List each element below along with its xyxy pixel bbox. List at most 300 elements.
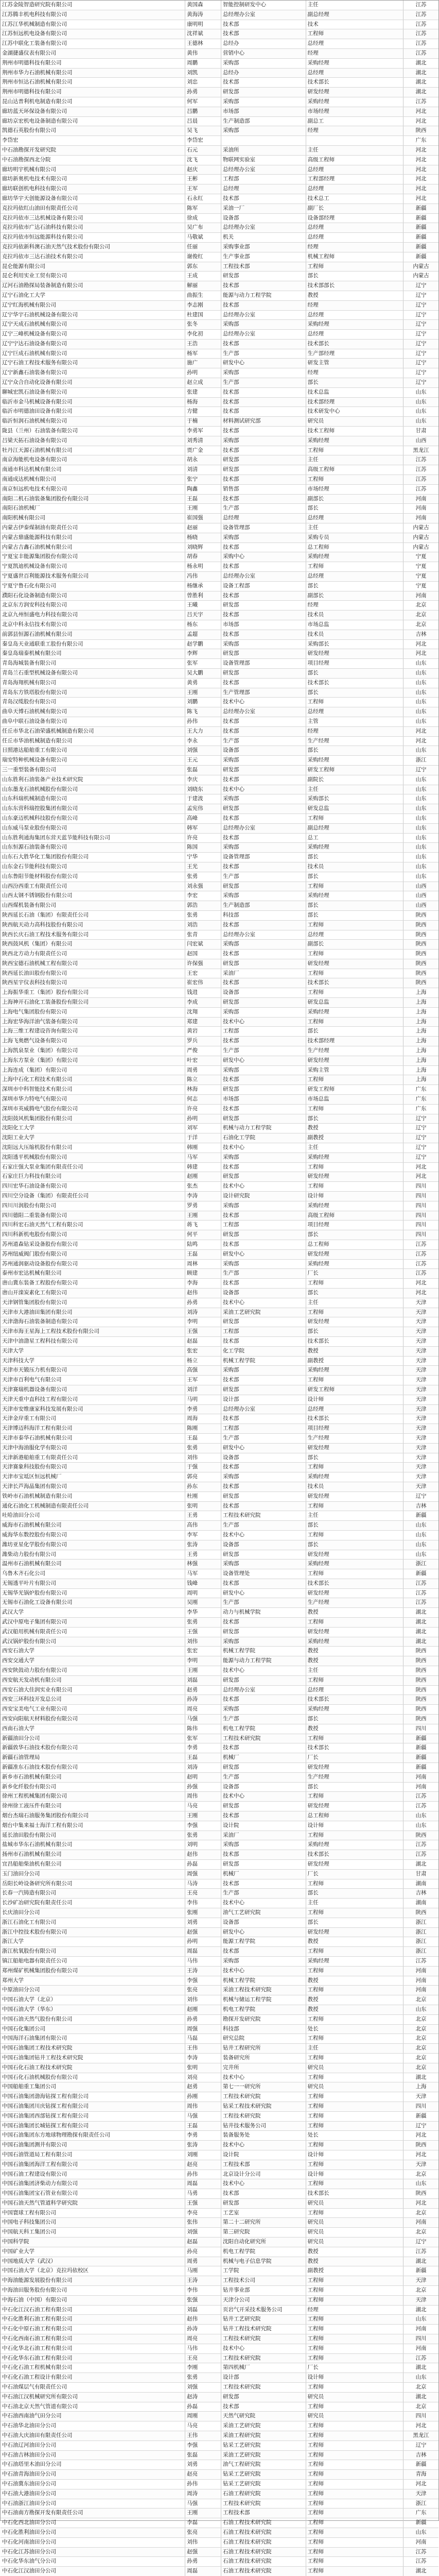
contact-name-cell: 王刚 [185, 2509, 221, 2518]
table-row [1, 1085, 438, 1095]
company-cell: 中石化胜利油田分公司 [1, 2528, 185, 2537]
contact-name-cell: 周涛 [185, 2489, 221, 2499]
department-cell: 设备部 [221, 746, 306, 755]
contact-name-cell: 刘鹏 [185, 698, 221, 707]
region-cell: 天津 [415, 1347, 427, 1354]
department-cell: 工程技术研究院 [221, 1734, 306, 1743]
region-cell: 上海 [415, 1047, 427, 1054]
table-row [1, 2489, 438, 2499]
company-cell: 廊坊蓝天环保设备有限公司 [1, 107, 185, 116]
table-row [1, 2189, 438, 2199]
contact-name-cell: 王磊 [185, 495, 221, 504]
department-cell: 机电工程学院 [221, 1724, 306, 1734]
department-cell: 工程技术研究院 [221, 2112, 306, 2121]
department-cell: 天然气研究院 [221, 2412, 306, 2421]
department-cell: 设计院 [221, 1821, 306, 1831]
contact-name-cell: 陈军 [185, 204, 221, 213]
job-title-cell: 采购部长 [306, 794, 404, 804]
table-row [1, 39, 438, 49]
region-cell: 辽宁 [415, 292, 427, 298]
table-row [1, 717, 438, 727]
contact-name-cell: 刘勇 [185, 1918, 221, 1927]
job-title-cell: 厂长 [306, 2363, 404, 2372]
job-title-cell: 经理 [306, 2306, 404, 2315]
contact-name-cell: 许亮 [185, 1105, 221, 1114]
company-cell: 中石化中原石油工程有限公司 [1, 2325, 185, 2334]
contact-name-cell: 刘晓东 [185, 785, 221, 794]
company-cell: 沈阳鼓风机集团股份有限公司 [1, 1114, 185, 1124]
department-cell: 采购部 [221, 320, 306, 329]
job-title-cell: 部长 [306, 272, 404, 281]
job-title-cell: 经理 [306, 368, 404, 378]
job-title-cell: 教授 [306, 1647, 404, 1656]
region-cell: 浙江 [415, 1938, 427, 1945]
region-cell: 河南 [415, 2219, 427, 2226]
company-cell: 武汉锅炉股份有限公司 [1, 1637, 185, 1647]
department-cell: 采购部 [221, 59, 306, 68]
region-cell: 山西 [415, 883, 427, 889]
department-cell: 石油工程技术研究院 [221, 2518, 306, 2528]
company-cell: 吐哈油田分公司 [1, 1511, 185, 1520]
region-cell: 陕西 [415, 1676, 427, 1683]
table-row [1, 1850, 438, 1860]
department-cell: 采购部 [221, 640, 306, 649]
department-cell: 第三研究院 [221, 2228, 306, 2237]
contact-name-cell: 赵明 [185, 1773, 221, 1782]
company-cell: 江苏腾丰机电科技有限公司 [1, 10, 185, 20]
contact-name-cell: 沈翔 [185, 1008, 221, 1017]
company-cell: 山东威马泵业股份有限公司 [1, 824, 185, 833]
region-cell: 河北 [415, 650, 427, 657]
company-cell: 沈阳远大压缩机股份有限公司 [1, 1143, 185, 1153]
contact-name-cell: 孙明 [185, 1114, 221, 1124]
table-row [1, 1018, 438, 1027]
department-cell: 第二十二研究所 [221, 2218, 306, 2227]
contact-name-cell: 高伟 [185, 1521, 221, 1530]
contact-name-cell: 刘涛 [185, 1763, 221, 1772]
contact-name-cell: 于强 [185, 1463, 221, 1472]
table-row [1, 1269, 438, 1279]
company-cell: 辽宁巨成石油机械有限公司 [1, 349, 185, 359]
company-cell: 徐州徐工液压件有限公司 [1, 1802, 185, 1811]
contact-name-cell: 石永红 [185, 194, 221, 204]
company-cell: 中石油青海油田分公司 [1, 2470, 185, 2479]
department-cell: 技术中心 [221, 2179, 306, 2189]
table-row [1, 1724, 438, 1734]
company-cell: 天津博迈科海洋工程有限公司 [1, 1424, 185, 1433]
contact-name-cell: 胡永 [185, 455, 221, 465]
region-cell: 山东 [415, 747, 427, 754]
job-title-cell: 工程师 [306, 2112, 404, 2121]
company-cell: 山东东营科瑞控股集团有限公司 [1, 804, 185, 814]
region-cell: 天津 [415, 1367, 427, 1374]
department-cell: 生产部 [221, 349, 306, 359]
region-cell: 江苏 [415, 1589, 427, 1596]
job-title-cell: 技术研发中心 [306, 407, 404, 416]
contact-name-cell: 张勇 [185, 1618, 221, 1627]
region-cell: 山东 [415, 418, 427, 425]
job-title-cell: 工程师 [306, 2441, 404, 2450]
company-cell: 内蒙古鼎盛能源科技有限公司 [1, 533, 185, 543]
region-cell: 辽宁 [415, 282, 427, 289]
department-cell: 机械厂 [221, 1870, 306, 1879]
contact-name-cell: 张伟 [185, 2218, 221, 2227]
contact-name-cell: 张强 [185, 2296, 221, 2305]
table-row [1, 2102, 438, 2112]
table-row [1, 2063, 438, 2073]
region-cell: 天津 [415, 1415, 427, 1422]
company-cell: 中石油江汉机械研究所有限公司 [1, 2393, 185, 2402]
region-cell: 陕西 [415, 911, 427, 918]
contact-name-cell: 王伟 [185, 2431, 221, 2441]
table-row [1, 2209, 438, 2218]
contact-name-cell: 李勇军 [185, 427, 221, 436]
company-cell: 克拉玛依新科澳石油天然气技术股份有限公司 [1, 243, 185, 252]
contact-name-cell: 赵强 [185, 2548, 221, 2557]
department-cell: 技术部 [221, 1075, 306, 1084]
table-row [1, 2228, 438, 2238]
table-row [1, 1763, 438, 1773]
job-title-cell: 研究员 [306, 2063, 404, 2073]
region-cell: 新疆 [415, 214, 427, 221]
company-cell: 中国石油大学（北京）克拉玛依校区 [1, 2266, 185, 2276]
region-cell: 河南 [415, 1977, 427, 1984]
region-cell: 陕西 [415, 1686, 427, 1693]
company-cell: 中国石油天然气股份有限公司 [1, 2015, 185, 2024]
table-row [1, 2247, 438, 2257]
job-title-cell: 厂长 [306, 1870, 404, 1879]
company-cell: 中石化华北石油工程有限公司 [1, 2344, 185, 2353]
region-cell: 河南 [415, 2345, 427, 2351]
contact-name-cell: 刘涛 [185, 1308, 221, 1317]
table-row [1, 1560, 438, 1569]
company-cell: 四川川润股份有限公司 [1, 1201, 185, 1211]
table-row [1, 69, 438, 78]
department-cell: 采油工程研究院 [221, 2431, 306, 2441]
company-cell: 陕西鼓风机（集团）有限公司 [1, 940, 185, 949]
job-title-cell: 研发总监 [306, 998, 404, 1007]
job-title-cell: 部长 [306, 901, 404, 910]
department-cell: 研发部 [221, 455, 306, 465]
job-title-cell: 采购主管 [306, 1066, 404, 1075]
region-cell: 江苏 [415, 40, 427, 47]
contact-name-cell: 周伟 [185, 1792, 221, 1801]
region-cell: 江苏 [415, 2354, 427, 2361]
contact-name-cell: 孙强 [185, 1783, 221, 1792]
region-cell: 新疆 [415, 2519, 427, 2526]
contact-name-cell: 马强 [185, 1715, 221, 1724]
job-title-cell: 副厂长 [306, 204, 404, 213]
department-cell: 石油化工学院 [221, 1133, 306, 1143]
table-row [1, 291, 438, 301]
region-cell: 江苏 [415, 2, 427, 8]
region-cell: 江苏 [415, 1957, 427, 1964]
job-title-cell: 工程师 [306, 2334, 404, 2344]
department-cell: 材料测试研究部 [221, 417, 306, 426]
region-cell: 江苏 [415, 456, 427, 463]
department-cell: 研发部 [221, 1763, 306, 1772]
company-cell: 天津中海油服化学有限公司 [1, 1444, 185, 1453]
company-cell: 中石化西北油田分公司 [1, 2518, 185, 2528]
department-cell: 钻井技术服务公司 [221, 2122, 306, 2131]
department-cell: 总经理办公室 [221, 824, 306, 833]
region-cell: 河北 [415, 2151, 427, 2158]
table-row [1, 775, 438, 785]
job-title-cell: 采购经理 [306, 436, 404, 446]
company-cell: 秦皇岛天业通联重工股份有限公司 [1, 640, 185, 649]
company-cell: 天津金岸重工有限公司 [1, 1414, 185, 1423]
region-cell: 内蒙古 [413, 534, 429, 540]
job-title-cell: 部长 [306, 1715, 404, 1724]
region-cell: 上海 [415, 1018, 427, 1025]
region-cell: 吉林 [415, 1890, 427, 1896]
table-row [1, 2179, 438, 2189]
contact-name-cell: 周强 [185, 1870, 221, 1879]
company-cell: 濮阳石化设备制造有限公司 [1, 591, 185, 601]
company-cell: 中石油冀东油田分公司 [1, 2480, 185, 2489]
region-cell: 陕西 [415, 951, 427, 957]
department-cell: 技术部 [221, 2189, 306, 2198]
department-cell: 设备管理部 [221, 853, 306, 862]
region-cell: 陕西 [415, 1716, 427, 1722]
region-cell: 辽宁 [415, 301, 427, 308]
job-title-cell: 工程师 [306, 2518, 404, 2528]
region-cell: 黑龙江 [413, 447, 429, 453]
contact-name-cell: 孟超 [185, 630, 221, 639]
department-cell: 技术部 [221, 2402, 306, 2412]
contact-name-cell: 李宏 [185, 891, 221, 901]
job-title-cell: 部长 [306, 669, 404, 678]
department-cell: 采购部 [221, 97, 306, 107]
table-row [1, 2528, 438, 2538]
contact-name-cell: 孙伟 [185, 2480, 221, 2489]
department-cell: 技术部 [221, 1947, 306, 1956]
table-row [1, 465, 438, 475]
contact-name-cell: 于楠 [185, 417, 221, 426]
job-title-cell: 市场总监 [306, 1095, 404, 1104]
table-row [1, 1240, 438, 1250]
job-title-cell: 采购经理 [306, 59, 404, 68]
region-cell: 河南 [415, 1967, 427, 1974]
region-cell: 湖北 [415, 1638, 427, 1645]
table-row [1, 1918, 438, 1928]
department-cell: 钻采工艺研究院 [221, 2441, 306, 2450]
table-row [1, 1705, 438, 1715]
table-row [1, 1540, 438, 1550]
contact-name-cell: 黄勇 [185, 679, 221, 688]
table-row [1, 165, 438, 175]
job-title-cell: 主任 [306, 1666, 404, 1675]
table-row [1, 2383, 438, 2393]
region-cell: 山东 [415, 388, 427, 395]
contact-name-cell: 赵庆 [185, 165, 221, 175]
job-title-cell: 教授 [306, 2247, 404, 2257]
department-cell: 总经理办公室 [221, 707, 306, 717]
company-cell: 盐城市华东石油机械有限公司 [1, 1840, 185, 1850]
region-cell: 新疆 [415, 1764, 427, 1771]
department-cell: 技术中心 [221, 1666, 306, 1675]
department-cell: 完井所 [221, 2063, 306, 2073]
job-title-cell: 研发经理 [306, 1550, 404, 1560]
company-cell: 天津赛瑞机器设备有限公司 [1, 1385, 185, 1395]
table-row [1, 2286, 438, 2296]
company-cell: 宁夏宁鲁石化有限公司 [1, 582, 185, 591]
region-cell: 江苏 [415, 1270, 427, 1277]
company-cell: 中海油能源发展股份有限公司 [1, 2276, 185, 2285]
company-cell: 辽宁天成石油机械有限公司 [1, 320, 185, 329]
contact-name-cell: 孙伟 [185, 2170, 221, 2179]
table-row [1, 1995, 438, 2005]
department-cell: 研发中心 [221, 1444, 306, 1453]
contact-name-cell: 张军 [185, 659, 221, 668]
table-row [1, 2306, 438, 2315]
table-row [1, 1424, 438, 1434]
company-cell: 浙江中控技术股份有限公司 [1, 1928, 185, 1937]
company-cell: 中国石化石油工程技术研究院 [1, 2063, 185, 2073]
department-cell: 装备服务处 [221, 2131, 306, 2140]
job-title-cell: 采购经理 [306, 1705, 404, 1714]
job-title-cell: 教授 [306, 1995, 404, 2005]
contact-name-cell: 赵刚 [185, 2005, 221, 2014]
table-row [1, 707, 438, 717]
company-cell: 长沙矿冶研究院有限责任公司 [1, 1899, 185, 1908]
region-cell: 辽宁 [415, 1144, 427, 1151]
table-row [1, 1056, 438, 1066]
company-cell: 乌鲁木齐石化公司 [1, 1569, 185, 1579]
region-cell: 河南 [415, 495, 427, 502]
job-title-cell: 研发工程师 [306, 766, 404, 775]
company-cell: 昆仑能源有限公司 [1, 262, 185, 272]
table-row [1, 2025, 438, 2035]
department-cell: 技术部 [221, 562, 306, 571]
job-title-cell: 部长 [306, 1289, 404, 1298]
job-title-cell: 技术部长 [306, 340, 404, 349]
company-cell: 陕西延长石油（集团）有限责任公司 [1, 911, 185, 920]
table-row [1, 2344, 438, 2354]
job-title-cell: 研究员 [306, 2082, 404, 2092]
department-cell: 总经办 [221, 69, 306, 78]
table-row [1, 1163, 438, 1173]
department-cell: 采购部 [221, 1260, 306, 1269]
region-cell: 山东 [415, 1531, 427, 1538]
job-title-cell: 工程师 [306, 2460, 404, 2469]
department-cell: 设计部 [221, 1395, 306, 1404]
region-cell: 陕西 [415, 931, 427, 938]
contact-name-cell: 李化初 [185, 330, 221, 339]
table-row [1, 1734, 438, 1744]
company-cell: 苏州道森钻采设备股份有限公司 [1, 1240, 185, 1249]
table-row [1, 901, 438, 911]
company-cell: 李岱宏 [1, 136, 185, 145]
region-cell: 山东 [415, 2529, 427, 2535]
job-title-cell: 设计师 [306, 1395, 404, 1404]
contact-name-cell: 周强 [185, 2025, 221, 2034]
department-cell: 技术中心 [221, 1899, 306, 1908]
department-cell: 研发中心 [221, 1056, 306, 1065]
contact-name-cell: 罗勇 [185, 1201, 221, 1211]
job-title-cell: 技术部长 [306, 1579, 404, 1588]
department-cell: 研发中心 [221, 1250, 306, 1259]
company-cell: 荆州市华力石油机械有限公司 [1, 69, 185, 78]
company-cell: 辽宁众合自动化设备有限公司 [1, 378, 185, 387]
job-title-cell: 处长 [306, 2131, 404, 2140]
department-cell: 工程部 [221, 175, 306, 184]
contact-name-cell: 张宏 [185, 1647, 221, 1656]
company-cell: 中国寰球工程有限公司 [1, 2209, 185, 2218]
contact-name-cell: 李明 [185, 1317, 221, 1327]
contact-name-cell: 许保强 [185, 959, 221, 969]
department-cell: 研发部 [221, 1802, 306, 1811]
region-cell: 新疆 [415, 2112, 427, 2119]
department-cell: 技术部 [221, 340, 306, 349]
contact-name-cell: 吴飞 [185, 126, 221, 135]
job-title-cell: 市场经理 [306, 107, 404, 116]
table-row [1, 301, 438, 311]
department-cell: 机械与电子信息学院 [221, 2257, 306, 2266]
company-cell: 牡丹江天源石油机械有限公司 [1, 446, 185, 455]
company-cell: 克拉玛依红山油田有限责任公司 [1, 204, 185, 213]
department-cell: 生产管理部 [221, 688, 306, 698]
company-cell: 上海神开石油化工装备股份有限公司 [1, 998, 185, 1007]
table-row [1, 2044, 438, 2054]
department-cell: 总经理办公室 [221, 1405, 306, 1414]
company-cell: 天津市大港油田集团有限公司 [1, 1308, 185, 1317]
region-cell: 浙江 [415, 1919, 427, 1925]
table-row [1, 2431, 438, 2441]
table-row [1, 223, 438, 233]
job-title-cell: 研发工程师 [306, 1085, 404, 1094]
contact-name-cell: 马军 [185, 1569, 221, 1579]
contact-name-cell: 王强 [185, 1327, 221, 1336]
department-cell: 页岩气开采技术服务公司 [221, 2306, 306, 2315]
region-cell: 广东 [415, 2510, 427, 2516]
company-cell: 郑州大学 [1, 1976, 185, 1986]
table-row [1, 843, 438, 853]
contact-name-cell: 马刚 [185, 2266, 221, 2276]
contact-name-cell: 孙勇 [185, 2557, 221, 2566]
job-title-cell: 项目经理 [306, 1221, 404, 1230]
company-cell: 曲阜中联石油设备有限公司 [1, 717, 185, 726]
company-cell: 四川科新机电股份有限公司 [1, 1230, 185, 1240]
company-cell: 南通成达机械有限公司 [1, 475, 185, 484]
contact-name-cell: 张亮 [185, 2528, 221, 2537]
department-cell: 研发部 [221, 1492, 306, 1501]
department-cell: 技术部 [221, 978, 306, 988]
contact-name-cell: 许亮 [185, 834, 221, 843]
job-title-cell: 采购专员 [306, 533, 404, 543]
company-cell: 江苏中联化工装备有限公司 [1, 39, 185, 48]
table-row [1, 1666, 438, 1676]
company-cell: 中国航天科工集团公司 [1, 2228, 185, 2237]
region-cell: 山东 [415, 873, 427, 879]
region-cell: 江苏 [415, 466, 427, 473]
table-row [1, 2538, 438, 2548]
contact-name-cell: 赵勇 [185, 2082, 221, 2092]
table-row [1, 1860, 438, 1870]
department-cell: 钻井工艺研究院 [221, 2315, 306, 2324]
company-cell: 前郭县恒源石油机械有限公司 [1, 630, 185, 639]
table-row [1, 2276, 438, 2286]
table-row [1, 78, 438, 88]
department-cell: 采购部 [221, 843, 306, 852]
job-title-cell: 研发经理 [306, 1317, 404, 1327]
region-cell: 四川 [415, 1183, 427, 1190]
department-cell: 设备部 [221, 988, 306, 997]
region-cell: 天津 [415, 1483, 427, 1489]
company-cell: 南京恒远机电技术有限公司 [1, 485, 185, 494]
table-row [1, 862, 438, 872]
department-cell: 总经理办公室 [221, 165, 306, 175]
